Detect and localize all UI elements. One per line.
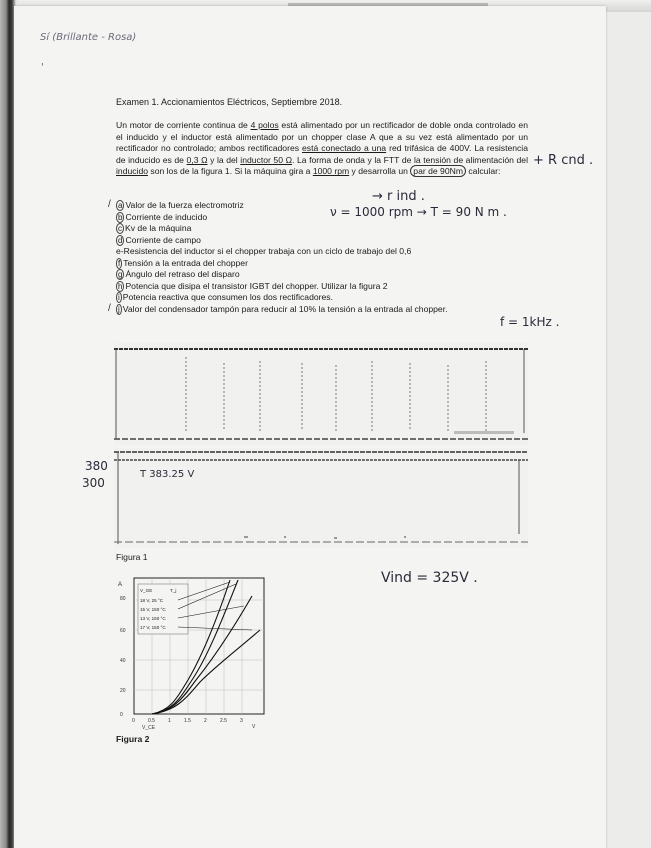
figure2-caption: Figura 2 xyxy=(116,734,150,744)
question-item: i Potencia reactiva que consumen los dos rectificadores. xyxy=(118,292,333,302)
x-unit: V xyxy=(252,724,256,730)
x-tick-label: 0.5 xyxy=(148,718,155,724)
question-item: g Ángulo del retraso del disparo xyxy=(118,269,240,279)
problem-statement: Un motor de corriente continua de 4 polos está alimentado por un rectificador de doble onda controlado en el inducido y el inductor está alimentado por un chopper clase A que a su vez está alimentado por un rectificador no controlado; ambos rectificadores está conectado a una red trifásica de 400V. La resistencia de inducido es de 0,3 Ω y la del inductor 50 Ω. La forma de onda y la FTT de la tensión de alimentación del inducido son los de la figura 1. Si la máquina gira a 1000 rpm y desarrolla un par de 90Nm calcular: xyxy=(116,120,528,177)
page-margin xyxy=(606,12,651,848)
question-item: e-Resistencia del inductor si el chopper trabaja con un ciclo de trabajo del 0,6 xyxy=(116,246,412,256)
legend-entry: 17 V, 150 °C xyxy=(140,625,166,630)
y-tick-label: 40 xyxy=(120,658,126,664)
handwritten-frequency: f = 1kHz . xyxy=(500,315,560,329)
question-item: b Corriente de inducido xyxy=(118,211,208,222)
figure2-igbt-characteristic xyxy=(112,570,282,730)
question-item: / a Valor de la fuerza electromotriz xyxy=(108,199,244,210)
question-item: h Potencia que disipa el transistor IGBT del chopper. Utilizar la figura 2 xyxy=(118,280,388,291)
x-tick-label: 1 xyxy=(168,718,171,724)
legend-entry: 15 V, 150 °C xyxy=(140,607,166,612)
handwritten-voltage: T 383.25 V xyxy=(140,469,195,480)
handwritten-380: 380 xyxy=(85,459,108,473)
y-tick-label: 80 xyxy=(120,596,126,602)
legend-entry: 18 V, 25 °C xyxy=(140,598,164,603)
handwritten-vind: Vind = 325V . xyxy=(381,570,478,586)
handwritten-300: 300 xyxy=(82,476,105,490)
figure1-waveform-upper xyxy=(114,343,528,445)
x-tick-label: 3 xyxy=(240,718,243,724)
x-tick-label: 2.5 xyxy=(220,718,227,724)
y-tick-label: 60 xyxy=(120,628,126,634)
handwritten-rcnd: + R cnd . xyxy=(533,153,594,168)
x-tick-label: 1.5 xyxy=(184,718,191,724)
handwritten-rind: → r ind . xyxy=(372,189,425,204)
handwritten-mark: ' xyxy=(41,62,44,73)
y-tick-label: 0 xyxy=(120,712,123,718)
legend-header: T_j xyxy=(170,588,177,593)
question-item: c Kv de la máquina xyxy=(118,223,192,233)
question-item: d Corriente de campo xyxy=(118,234,201,245)
legend-header: V_GE xyxy=(140,588,153,593)
legend-entry: 13 V, 150 °C xyxy=(140,616,166,621)
exam-title: Examen 1. Accionamientos Eléctricos, Septiembre 2018. xyxy=(116,97,343,107)
x-tick-label: 2 xyxy=(204,718,207,724)
question-item: f Tensión a la entrada del chopper xyxy=(118,257,248,268)
y-unit: A xyxy=(118,582,123,588)
x-tick-label: 0 xyxy=(132,718,135,724)
question-item: / j Valor del condensador tampón para reducir al 10% la tensión a la entrada al chopper. xyxy=(108,302,448,314)
figure1-caption: Figura 1 xyxy=(116,552,148,562)
y-tick-label: 20 xyxy=(120,688,126,694)
figure1-waveform-lower xyxy=(114,448,528,548)
x-axis-label: V_CE xyxy=(142,725,156,730)
handwritten-top-note: Sí (Brillante - Rosa) xyxy=(40,32,137,43)
handwritten-speed-torque: ν = 1000 rpm → T = 90 N m . xyxy=(330,205,507,219)
